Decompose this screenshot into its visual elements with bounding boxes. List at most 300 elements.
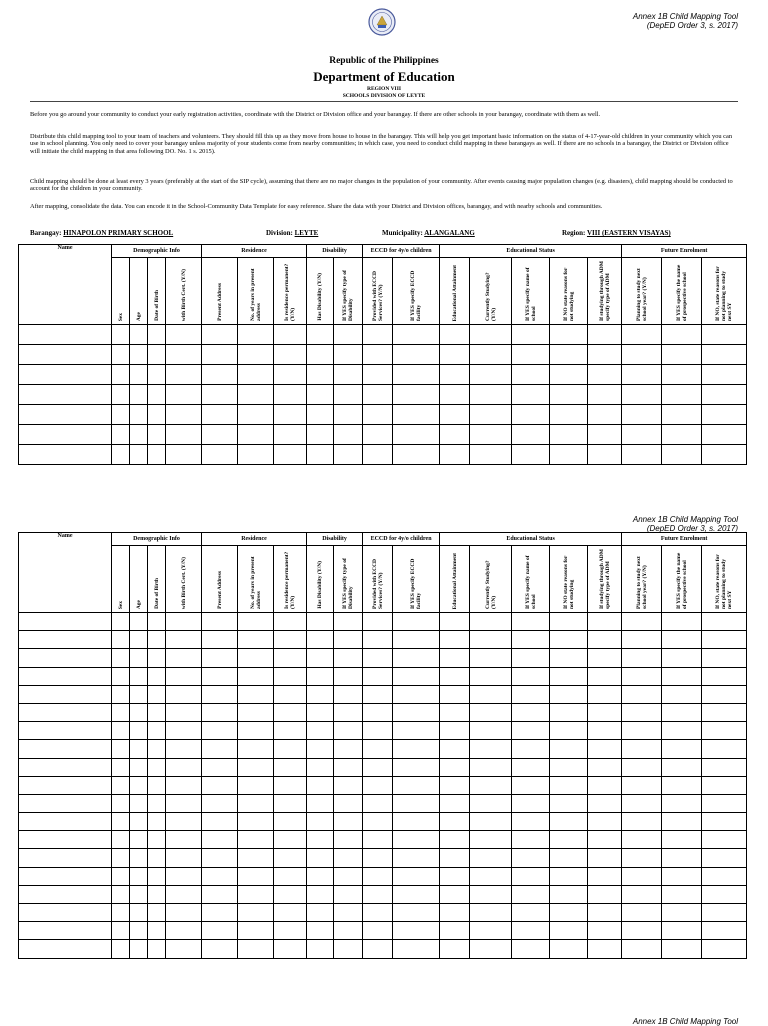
table-cell[interactable] <box>334 831 363 849</box>
table-cell[interactable] <box>470 940 512 958</box>
table-cell[interactable] <box>440 405 470 425</box>
table-cell[interactable] <box>702 794 747 812</box>
table-cell[interactable] <box>440 425 470 445</box>
table-cell[interactable] <box>19 867 112 885</box>
table-cell[interactable] <box>166 813 202 831</box>
table-cell[interactable] <box>307 385 334 405</box>
table-cell[interactable] <box>702 345 747 365</box>
table-cell[interactable] <box>334 405 363 425</box>
table-cell[interactable] <box>334 922 363 940</box>
table-cell[interactable] <box>130 649 148 667</box>
table-cell[interactable] <box>440 631 470 649</box>
table-cell[interactable] <box>130 940 148 958</box>
table-cell[interactable] <box>112 904 130 922</box>
table-cell[interactable] <box>202 813 238 831</box>
table-cell[interactable] <box>363 758 393 776</box>
table-cell[interactable] <box>662 405 702 425</box>
table-cell[interactable] <box>512 649 550 667</box>
table-cell[interactable] <box>334 365 363 385</box>
table-cell[interactable] <box>662 758 702 776</box>
table-cell[interactable] <box>393 703 440 721</box>
table-cell[interactable] <box>19 445 112 465</box>
table-cell[interactable] <box>470 776 512 794</box>
table-cell[interactable] <box>130 631 148 649</box>
table-cell[interactable] <box>622 649 662 667</box>
table-cell[interactable] <box>238 849 274 867</box>
table-cell[interactable] <box>166 867 202 885</box>
table-cell[interactable] <box>588 405 622 425</box>
table-cell[interactable] <box>19 613 112 631</box>
table-cell[interactable] <box>238 794 274 812</box>
table-cell[interactable] <box>662 445 702 465</box>
table-cell[interactable] <box>363 904 393 922</box>
table-cell[interactable] <box>512 365 550 385</box>
table-cell[interactable] <box>440 740 470 758</box>
table-cell[interactable] <box>662 849 702 867</box>
table-cell[interactable] <box>393 904 440 922</box>
table-cell[interactable] <box>622 325 662 345</box>
table-cell[interactable] <box>550 385 588 405</box>
table-cell[interactable] <box>19 940 112 958</box>
table-cell[interactable] <box>334 445 363 465</box>
table-cell[interactable] <box>274 776 307 794</box>
table-cell[interactable] <box>307 425 334 445</box>
table-cell[interactable] <box>512 405 550 425</box>
table-cell[interactable] <box>470 813 512 831</box>
table-cell[interactable] <box>334 631 363 649</box>
table-cell[interactable] <box>393 345 440 365</box>
table-cell[interactable] <box>148 794 166 812</box>
table-cell[interactable] <box>550 325 588 345</box>
table-cell[interactable] <box>440 385 470 405</box>
table-cell[interactable] <box>274 813 307 831</box>
table-cell[interactable] <box>274 405 307 425</box>
table-cell[interactable] <box>166 922 202 940</box>
table-cell[interactable] <box>470 365 512 385</box>
table-cell[interactable] <box>112 940 130 958</box>
table-cell[interactable] <box>238 649 274 667</box>
table-cell[interactable] <box>334 425 363 445</box>
table-cell[interactable] <box>166 667 202 685</box>
table-cell[interactable] <box>202 345 238 365</box>
table-cell[interactable] <box>166 885 202 903</box>
table-cell[interactable] <box>512 722 550 740</box>
table-cell[interactable] <box>702 425 747 445</box>
table-cell[interactable] <box>662 867 702 885</box>
table-cell[interactable] <box>550 831 588 849</box>
table-cell[interactable] <box>393 867 440 885</box>
table-cell[interactable] <box>440 722 470 740</box>
table-cell[interactable] <box>19 831 112 849</box>
table-cell[interactable] <box>112 649 130 667</box>
table-cell[interactable] <box>274 740 307 758</box>
table-cell[interactable] <box>19 405 112 425</box>
table-cell[interactable] <box>238 325 274 345</box>
table-cell[interactable] <box>702 904 747 922</box>
table-cell[interactable] <box>702 667 747 685</box>
table-cell[interactable] <box>470 849 512 867</box>
table-cell[interactable] <box>622 445 662 465</box>
table-cell[interactable] <box>202 365 238 385</box>
table-cell[interactable] <box>470 667 512 685</box>
table-cell[interactable] <box>307 649 334 667</box>
table-cell[interactable] <box>440 867 470 885</box>
table-cell[interactable] <box>166 385 202 405</box>
table-cell[interactable] <box>588 776 622 794</box>
table-cell[interactable] <box>550 794 588 812</box>
table-cell[interactable] <box>202 849 238 867</box>
table-cell[interactable] <box>622 405 662 425</box>
table-cell[interactable] <box>19 345 112 365</box>
table-cell[interactable] <box>307 631 334 649</box>
table-cell[interactable] <box>238 867 274 885</box>
table-cell[interactable] <box>622 722 662 740</box>
table-cell[interactable] <box>274 722 307 740</box>
table-cell[interactable] <box>550 904 588 922</box>
table-cell[interactable] <box>363 345 393 365</box>
table-cell[interactable] <box>238 940 274 958</box>
table-cell[interactable] <box>588 649 622 667</box>
table-cell[interactable] <box>19 849 112 867</box>
table-cell[interactable] <box>588 940 622 958</box>
table-cell[interactable] <box>148 685 166 703</box>
table-cell[interactable] <box>130 922 148 940</box>
table-cell[interactable] <box>550 867 588 885</box>
table-cell[interactable] <box>588 325 622 345</box>
table-cell[interactable] <box>334 940 363 958</box>
table-cell[interactable] <box>393 885 440 903</box>
table-cell[interactable] <box>512 758 550 776</box>
table-cell[interactable] <box>202 758 238 776</box>
table-cell[interactable] <box>393 940 440 958</box>
table-cell[interactable] <box>550 405 588 425</box>
table-cell[interactable] <box>393 685 440 703</box>
table-cell[interactable] <box>622 831 662 849</box>
table-cell[interactable] <box>363 740 393 758</box>
table-cell[interactable] <box>112 425 130 445</box>
table-cell[interactable] <box>363 405 393 425</box>
table-cell[interactable] <box>148 776 166 794</box>
table-cell[interactable] <box>588 613 622 631</box>
table-cell[interactable] <box>238 740 274 758</box>
table-cell[interactable] <box>238 904 274 922</box>
table-cell[interactable] <box>588 425 622 445</box>
table-cell[interactable] <box>440 703 470 721</box>
table-cell[interactable] <box>622 885 662 903</box>
table-cell[interactable] <box>440 885 470 903</box>
table-cell[interactable] <box>238 922 274 940</box>
table-cell[interactable] <box>662 740 702 758</box>
table-cell[interactable] <box>274 940 307 958</box>
table-cell[interactable] <box>440 940 470 958</box>
table-cell[interactable] <box>702 649 747 667</box>
table-cell[interactable] <box>550 685 588 703</box>
table-cell[interactable] <box>440 794 470 812</box>
table-cell[interactable] <box>112 631 130 649</box>
table-cell[interactable] <box>470 885 512 903</box>
table-cell[interactable] <box>440 345 470 365</box>
table-cell[interactable] <box>112 922 130 940</box>
table-cell[interactable] <box>19 325 112 345</box>
table-cell[interactable] <box>363 667 393 685</box>
table-cell[interactable] <box>238 365 274 385</box>
table-cell[interactable] <box>166 940 202 958</box>
table-cell[interactable] <box>130 867 148 885</box>
table-cell[interactable] <box>166 722 202 740</box>
table-cell[interactable] <box>19 685 112 703</box>
table-cell[interactable] <box>512 325 550 345</box>
table-cell[interactable] <box>307 613 334 631</box>
table-cell[interactable] <box>238 776 274 794</box>
table-cell[interactable] <box>393 813 440 831</box>
table-cell[interactable] <box>148 385 166 405</box>
table-cell[interactable] <box>440 922 470 940</box>
table-cell[interactable] <box>148 849 166 867</box>
table-cell[interactable] <box>550 776 588 794</box>
table-cell[interactable] <box>238 345 274 365</box>
table-cell[interactable] <box>512 425 550 445</box>
table-cell[interactable] <box>238 631 274 649</box>
table-cell[interactable] <box>166 405 202 425</box>
table-cell[interactable] <box>588 722 622 740</box>
table-cell[interactable] <box>19 794 112 812</box>
table-cell[interactable] <box>363 685 393 703</box>
table-cell[interactable] <box>393 425 440 445</box>
table-cell[interactable] <box>238 703 274 721</box>
table-cell[interactable] <box>622 703 662 721</box>
table-cell[interactable] <box>550 758 588 776</box>
table-cell[interactable] <box>588 867 622 885</box>
table-cell[interactable] <box>166 776 202 794</box>
table-cell[interactable] <box>130 813 148 831</box>
table-cell[interactable] <box>148 813 166 831</box>
table-cell[interactable] <box>334 885 363 903</box>
table-cell[interactable] <box>274 922 307 940</box>
table-cell[interactable] <box>148 613 166 631</box>
table-cell[interactable] <box>702 722 747 740</box>
table-cell[interactable] <box>550 445 588 465</box>
table-cell[interactable] <box>470 345 512 365</box>
table-cell[interactable] <box>334 667 363 685</box>
table-cell[interactable] <box>202 667 238 685</box>
table-cell[interactable] <box>512 813 550 831</box>
table-cell[interactable] <box>130 345 148 365</box>
table-cell[interactable] <box>662 831 702 849</box>
table-cell[interactable] <box>202 794 238 812</box>
table-cell[interactable] <box>588 365 622 385</box>
table-cell[interactable] <box>274 345 307 365</box>
table-cell[interactable] <box>334 703 363 721</box>
table-cell[interactable] <box>440 445 470 465</box>
table-cell[interactable] <box>112 685 130 703</box>
table-cell[interactable] <box>148 425 166 445</box>
table-cell[interactable] <box>662 325 702 345</box>
table-cell[interactable] <box>166 325 202 345</box>
table-cell[interactable] <box>130 885 148 903</box>
table-cell[interactable] <box>588 685 622 703</box>
table-cell[interactable] <box>112 405 130 425</box>
table-cell[interactable] <box>307 722 334 740</box>
table-cell[interactable] <box>112 385 130 405</box>
table-cell[interactable] <box>470 922 512 940</box>
table-cell[interactable] <box>202 722 238 740</box>
table-cell[interactable] <box>19 813 112 831</box>
table-cell[interactable] <box>307 867 334 885</box>
table-cell[interactable] <box>550 922 588 940</box>
table-cell[interactable] <box>274 385 307 405</box>
table-cell[interactable] <box>512 613 550 631</box>
table-cell[interactable] <box>148 649 166 667</box>
table-cell[interactable] <box>238 758 274 776</box>
table-cell[interactable] <box>274 867 307 885</box>
table-cell[interactable] <box>662 345 702 365</box>
table-cell[interactable] <box>470 758 512 776</box>
table-cell[interactable] <box>550 885 588 903</box>
table-cell[interactable] <box>148 758 166 776</box>
table-cell[interactable] <box>470 385 512 405</box>
table-cell[interactable] <box>363 940 393 958</box>
table-cell[interactable] <box>550 813 588 831</box>
table-cell[interactable] <box>112 831 130 849</box>
table-cell[interactable] <box>166 445 202 465</box>
table-cell[interactable] <box>238 722 274 740</box>
table-cell[interactable] <box>622 849 662 867</box>
table-cell[interactable] <box>393 831 440 849</box>
table-cell[interactable] <box>363 325 393 345</box>
table-cell[interactable] <box>334 740 363 758</box>
table-cell[interactable] <box>440 904 470 922</box>
table-cell[interactable] <box>148 922 166 940</box>
table-cell[interactable] <box>334 685 363 703</box>
table-cell[interactable] <box>470 831 512 849</box>
table-cell[interactable] <box>307 776 334 794</box>
table-cell[interactable] <box>148 631 166 649</box>
table-cell[interactable] <box>550 849 588 867</box>
table-cell[interactable] <box>274 667 307 685</box>
table-cell[interactable] <box>662 385 702 405</box>
table-cell[interactable] <box>148 667 166 685</box>
table-cell[interactable] <box>550 613 588 631</box>
table-cell[interactable] <box>307 904 334 922</box>
table-cell[interactable] <box>112 445 130 465</box>
table-cell[interactable] <box>130 794 148 812</box>
table-cell[interactable] <box>130 758 148 776</box>
table-cell[interactable] <box>702 703 747 721</box>
table-cell[interactable] <box>622 922 662 940</box>
table-cell[interactable] <box>148 365 166 385</box>
table-cell[interactable] <box>622 794 662 812</box>
table-cell[interactable] <box>238 445 274 465</box>
table-cell[interactable] <box>662 613 702 631</box>
table-cell[interactable] <box>393 722 440 740</box>
table-cell[interactable] <box>512 867 550 885</box>
table-cell[interactable] <box>238 685 274 703</box>
table-cell[interactable] <box>702 867 747 885</box>
table-cell[interactable] <box>334 813 363 831</box>
table-cell[interactable] <box>363 776 393 794</box>
table-cell[interactable] <box>702 385 747 405</box>
table-cell[interactable] <box>130 776 148 794</box>
table-cell[interactable] <box>307 325 334 345</box>
table-cell[interactable] <box>238 831 274 849</box>
table-cell[interactable] <box>622 685 662 703</box>
table-cell[interactable] <box>202 940 238 958</box>
table-cell[interactable] <box>148 703 166 721</box>
table-cell[interactable] <box>512 849 550 867</box>
table-cell[interactable] <box>363 831 393 849</box>
table-cell[interactable] <box>307 703 334 721</box>
table-cell[interactable] <box>588 794 622 812</box>
table-cell[interactable] <box>512 385 550 405</box>
table-cell[interactable] <box>588 904 622 922</box>
table-cell[interactable] <box>440 365 470 385</box>
table-cell[interactable] <box>470 613 512 631</box>
table-cell[interactable] <box>440 758 470 776</box>
table-cell[interactable] <box>166 740 202 758</box>
table-cell[interactable] <box>307 794 334 812</box>
table-cell[interactable] <box>166 685 202 703</box>
table-cell[interactable] <box>274 631 307 649</box>
table-cell[interactable] <box>307 740 334 758</box>
table-cell[interactable] <box>622 758 662 776</box>
table-cell[interactable] <box>470 631 512 649</box>
table-cell[interactable] <box>112 722 130 740</box>
table-cell[interactable] <box>112 345 130 365</box>
table-cell[interactable] <box>334 867 363 885</box>
table-cell[interactable] <box>363 813 393 831</box>
table-cell[interactable] <box>238 667 274 685</box>
table-cell[interactable] <box>238 613 274 631</box>
table-cell[interactable] <box>202 445 238 465</box>
table-cell[interactable] <box>702 613 747 631</box>
table-cell[interactable] <box>130 365 148 385</box>
table-cell[interactable] <box>274 685 307 703</box>
table-cell[interactable] <box>238 885 274 903</box>
table-cell[interactable] <box>512 940 550 958</box>
table-cell[interactable] <box>130 904 148 922</box>
table-cell[interactable] <box>112 740 130 758</box>
table-cell[interactable] <box>702 445 747 465</box>
table-cell[interactable] <box>19 922 112 940</box>
table-cell[interactable] <box>166 794 202 812</box>
table-cell[interactable] <box>202 685 238 703</box>
table-cell[interactable] <box>130 685 148 703</box>
table-cell[interactable] <box>550 667 588 685</box>
table-cell[interactable] <box>112 703 130 721</box>
table-cell[interactable] <box>307 885 334 903</box>
table-cell[interactable] <box>512 794 550 812</box>
table-cell[interactable] <box>307 849 334 867</box>
table-cell[interactable] <box>470 425 512 445</box>
table-cell[interactable] <box>512 685 550 703</box>
table-cell[interactable] <box>202 631 238 649</box>
table-cell[interactable] <box>274 904 307 922</box>
table-cell[interactable] <box>470 685 512 703</box>
table-cell[interactable] <box>148 904 166 922</box>
table-cell[interactable] <box>274 703 307 721</box>
table-cell[interactable] <box>363 613 393 631</box>
table-cell[interactable] <box>440 325 470 345</box>
table-cell[interactable] <box>550 425 588 445</box>
table-cell[interactable] <box>202 922 238 940</box>
table-cell[interactable] <box>622 345 662 365</box>
table-cell[interactable] <box>148 345 166 365</box>
table-cell[interactable] <box>662 794 702 812</box>
table-cell[interactable] <box>307 831 334 849</box>
table-cell[interactable] <box>393 922 440 940</box>
table-cell[interactable] <box>363 867 393 885</box>
table-cell[interactable] <box>588 631 622 649</box>
